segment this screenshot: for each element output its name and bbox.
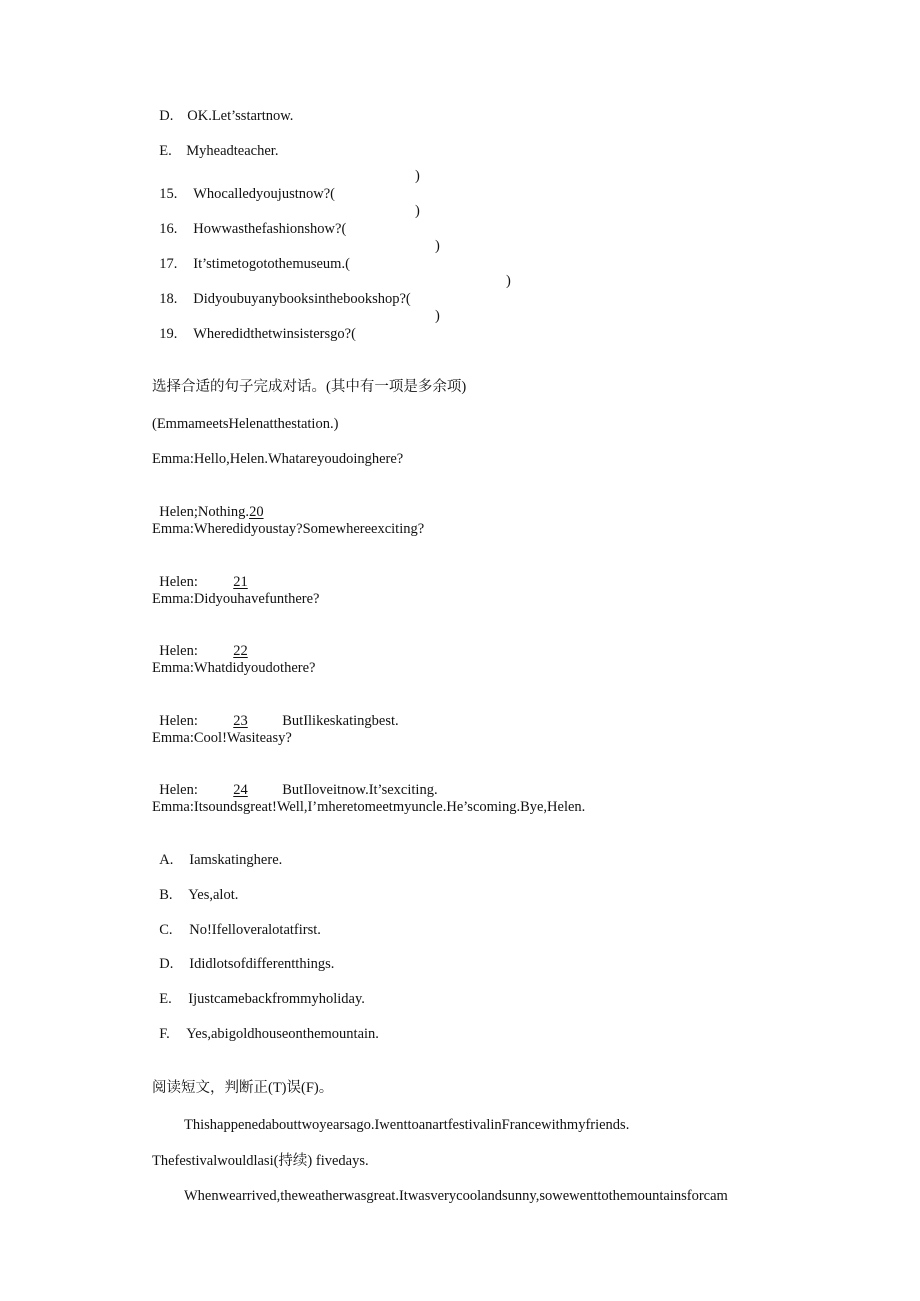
question-text: Howwasthefashionshow?( [193, 221, 347, 237]
dialogue-text: ButIlikeskatingbest. [282, 713, 399, 729]
dialogue-context: (EmmameetsHelenatthestation.) [152, 416, 339, 432]
option-label: E. [159, 143, 172, 159]
dialogue-line: Emma:Hello,Helen.Whatareyoudoinghere? [152, 451, 404, 467]
reading-paragraph: Thefestivalwouldlasi(持续) fivedays. [152, 1153, 369, 1169]
answer-paren-close: ) [415, 203, 420, 219]
question-number: 17. [159, 256, 178, 272]
option-label: C. [159, 922, 173, 938]
question-text: Didyoubuyanybooksinthebookshop?( [193, 291, 411, 307]
option-text: Iamskatinghere. [189, 852, 283, 868]
option-d-line [152, 89, 293, 125]
dialogue-instruction: 选择合适的句子完成对话。(其中有一项是多余项) [152, 379, 467, 395]
option-label: D. [159, 956, 174, 972]
dialogue-option [152, 937, 334, 973]
option-e-line [152, 124, 278, 160]
dialogue-line: Emma:Cool!Wasiteasy? [152, 730, 292, 746]
dialogue-option [152, 868, 238, 904]
dialogue-line: Emma:Didyouhavefunthere? [152, 591, 320, 607]
reading-instruction: 阅读短文，判断正(T)误(F)。 [152, 1080, 334, 1096]
dialogue-option [152, 833, 282, 869]
question-18 [152, 272, 411, 308]
dialogue-option [152, 972, 365, 1008]
question-text: Wheredidthetwinsistersgo?( [193, 326, 356, 342]
question-number: 16. [159, 221, 178, 237]
option-text: Ididlotsofdifferentthings. [189, 956, 335, 972]
blank-20: 20 [249, 504, 264, 520]
blank-24: 24 [233, 782, 248, 798]
answer-paren-close: ) [435, 238, 440, 254]
blank-22: 22 [233, 643, 248, 659]
dialogue-line: Emma:Itsoundsgreat!Well,I’mheretomeetmyuncle.He’scoming.Bye,Helen. [152, 799, 586, 815]
question-number: 19. [159, 326, 178, 342]
option-label: F. [159, 1026, 170, 1042]
dialogue-line: Emma:Wheredidyoustay?Somewhereexciting? [152, 521, 425, 537]
question-15 [152, 167, 335, 203]
answer-paren-close: ) [435, 308, 440, 324]
blank-21: 21 [233, 574, 248, 590]
option-label: E. [159, 991, 172, 1007]
dialogue-line [152, 763, 438, 799]
option-text: No!Ifelloveralotatfirst. [189, 922, 321, 938]
question-17 [152, 237, 350, 273]
option-text: Ijustcamebackfrommyholiday. [188, 991, 365, 1007]
blank-23: 23 [233, 713, 248, 729]
dialogue-line: Emma:Whatdidyoudothere? [152, 660, 316, 676]
speaker: Helen: [159, 574, 198, 590]
speaker: Helen: [159, 713, 198, 729]
dialogue-line [152, 694, 399, 730]
question-text: It’stimetogotothemuseum.( [193, 256, 350, 272]
dialogue-line [152, 624, 248, 660]
option-text: Myheadteacher. [186, 143, 279, 159]
reading-paragraph: Thishappenedabouttwoyearsago.IwenttoanartfestivalinFrancewithmyfriends. [184, 1117, 630, 1133]
question-text: Whocalledyoujustnow?( [193, 186, 335, 202]
reading-paragraph: Whenwearrived,theweatherwasgreat.Itwasverycoolandsunny,sowewenttothemountainsforcam [184, 1188, 728, 1204]
speaker: Helen: [159, 643, 198, 659]
option-label: B. [159, 887, 173, 903]
question-19 [152, 307, 356, 343]
answer-paren-close: ) [415, 168, 420, 184]
question-number: 15. [159, 186, 178, 202]
option-label: D. [159, 108, 174, 124]
option-text: OK.Let’sstartnow. [187, 108, 294, 124]
dialogue-option [152, 903, 321, 939]
question-16 [152, 202, 346, 238]
dialogue-option [152, 1007, 379, 1043]
option-text: Yes,abigoldhouseonthemountain. [186, 1026, 379, 1042]
question-number: 18. [159, 291, 178, 307]
option-text: Yes,alot. [188, 887, 239, 903]
speaker: Helen: [159, 782, 198, 798]
answer-paren-close: ) [506, 273, 511, 289]
option-label: A. [159, 852, 174, 868]
dialogue-text: Helen;Nothing. [159, 504, 250, 520]
dialogue-line [152, 555, 248, 591]
dialogue-text: ButIloveitnow.It’sexciting. [282, 782, 438, 798]
dialogue-line [152, 485, 264, 521]
